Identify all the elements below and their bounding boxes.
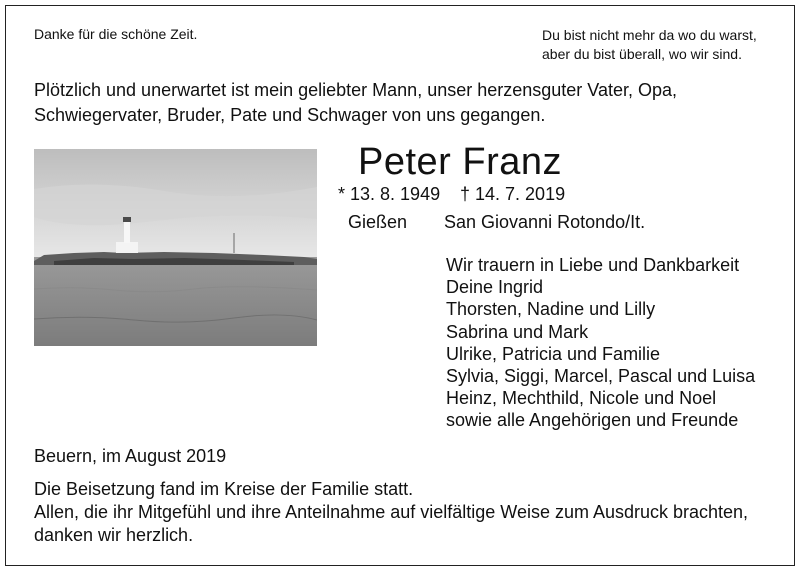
- lighthouse-building: [116, 242, 138, 253]
- death-date: † 14. 7. 2019: [460, 184, 566, 204]
- deceased-name: Peter Franz: [358, 141, 563, 183]
- closing-line: danken wir herzlich.: [34, 525, 194, 545]
- mourner-line: Heinz, Mechthild, Nicole und Noel: [446, 388, 717, 409]
- closing-text: [34, 478, 784, 547]
- intro-line: Schwiegervater, Bruder, Pate und Schwager von uns gegangen.: [34, 105, 546, 125]
- lighthouse-tower: [124, 221, 130, 243]
- place-and-date: Beuern, im August 2019: [34, 446, 227, 466]
- lighthouse-lantern: [123, 217, 131, 222]
- life-dates: [338, 184, 565, 205]
- right-quote-line: Du bist nicht mehr da wo du warst,: [542, 27, 757, 43]
- life-places: [348, 212, 645, 233]
- obituary-notice: [5, 5, 795, 566]
- mourner-line: Thorsten, Nadine und Lilly: [446, 299, 656, 320]
- intro-text: [34, 78, 754, 128]
- sea: [34, 257, 317, 346]
- mourner-line: Sylvia, Siggi, Marcel, Pascal und Luisa: [446, 366, 756, 387]
- mourner-line: Deine Ingrid: [446, 277, 544, 298]
- closing-line: Allen, die ihr Mitgefühl und ihre Anteilnahme auf vielfältige Weise zum Ausdruck brachten,: [34, 502, 749, 522]
- birth-date: * 13. 8. 1949: [338, 184, 441, 204]
- intro-line: Plötzlich und unerwartet ist mein geliebter Mann, unser herzensguter Vater, Opa,: [34, 80, 678, 100]
- right-quote: [542, 26, 757, 64]
- mourner-line: Wir trauern in Liebe und Dankbarkeit: [446, 255, 740, 275]
- closing-line: Die Beisetzung fand im Kreise der Familie statt.: [34, 479, 414, 499]
- right-quote-line: aber du bist überall, wo wir sind.: [542, 46, 742, 62]
- mourner-line: sowie alle Angehörigen und Freunde: [446, 410, 739, 431]
- mourner-line: Sabrina und Mark: [446, 321, 589, 342]
- left-quote: Danke für die schöne Zeit.: [34, 26, 198, 42]
- death-place: San Giovanni Rotondo/It.: [444, 212, 646, 232]
- mourner-line: Ulrike, Patricia und Familie: [446, 343, 661, 364]
- mourners-list: [446, 254, 755, 432]
- lighthouse-island-photo: [34, 149, 317, 346]
- birth-place: Gießen: [348, 212, 408, 232]
